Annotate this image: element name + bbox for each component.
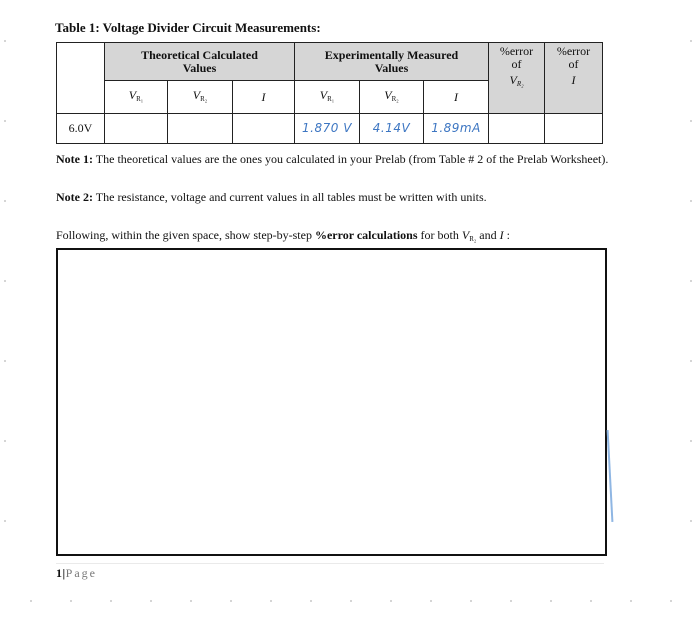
margin-dot bbox=[470, 600, 472, 602]
theo-vr1-header: $V_{R_1}$ bbox=[105, 81, 168, 114]
margin-dot bbox=[4, 120, 6, 122]
instruction-i-symbol: I bbox=[499, 228, 504, 242]
margin-dot bbox=[690, 440, 692, 442]
instruction-bold: %error calculations bbox=[314, 228, 418, 242]
margin-dot bbox=[4, 440, 6, 442]
margin-dot bbox=[30, 600, 32, 602]
table-title: Table 1: Voltage Divider Circuit Measurements: bbox=[55, 20, 321, 35]
measurements-table bbox=[56, 42, 603, 144]
margin-dot bbox=[690, 40, 692, 42]
error-i-line1: %error bbox=[556, 44, 591, 58]
instruction-suffix: for both bbox=[420, 228, 459, 242]
instruction: Following, within the given space, show step-by-step %error calculations for both $V_{R_2}$ and I : bbox=[56, 228, 510, 243]
margin-dot bbox=[630, 600, 632, 602]
instruction-prefix: Following, within the given space, show step-by-step bbox=[56, 228, 312, 242]
exp-vr2-cell[interactable]: 4.14V bbox=[360, 114, 424, 144]
margin-dot bbox=[590, 600, 592, 602]
note-1-label: Note 1: bbox=[56, 152, 93, 166]
error-i-cell[interactable] bbox=[545, 114, 603, 144]
page-word: Page bbox=[65, 566, 97, 580]
answer-box[interactable] bbox=[56, 248, 607, 556]
margin-dot bbox=[690, 280, 692, 282]
margin-dot bbox=[4, 280, 6, 282]
error-vr2-symbol: $V_{R_2}$ bbox=[509, 73, 524, 88]
margin-dot bbox=[690, 520, 692, 522]
margin-dot bbox=[390, 600, 392, 602]
page-footer bbox=[56, 566, 97, 581]
margin-dot bbox=[4, 520, 6, 522]
vs-value[interactable]: 6.0V bbox=[57, 114, 105, 144]
margin-dot bbox=[310, 600, 312, 602]
margin-dot bbox=[110, 600, 112, 602]
exp-vr1-cell[interactable]: 1.870 V bbox=[295, 114, 360, 144]
error-i-symbol: I bbox=[571, 73, 576, 87]
instruction-and: and bbox=[479, 228, 497, 242]
exp-i-header: I bbox=[424, 81, 489, 114]
theoretical-header: Theoretical Calculated Values bbox=[105, 43, 295, 81]
margin-dot bbox=[350, 600, 352, 602]
margin-dot bbox=[510, 600, 512, 602]
note-2-text: The resistance, voltage and current values in all tables must be written with units. bbox=[95, 190, 487, 204]
error-i-header bbox=[545, 43, 603, 114]
margin-dot bbox=[550, 600, 552, 602]
theo-vr2-header: $V_{R_2}$ bbox=[168, 81, 233, 114]
error-vr2-line1: %error bbox=[499, 44, 534, 58]
theo-vr1-cell[interactable] bbox=[105, 114, 168, 144]
margin-dot bbox=[190, 600, 192, 602]
instruction-v-symbol: V bbox=[461, 228, 470, 242]
margin-dot bbox=[430, 600, 432, 602]
margin-dot bbox=[4, 40, 6, 42]
margin-dot bbox=[690, 120, 692, 122]
margin-dot bbox=[670, 600, 672, 602]
theo-i-header: I bbox=[233, 81, 295, 114]
exp-vr2-header: $V_{R_2}$ bbox=[360, 81, 424, 114]
note-2 bbox=[56, 190, 616, 205]
note-1-text: The theoretical values are the ones you calculated in your Prelab (from Table # 2 of the Prelab Worksheet). bbox=[95, 152, 609, 166]
margin-dot bbox=[4, 360, 6, 362]
note-2-label: Note 2: bbox=[56, 190, 93, 204]
theo-vr2-cell[interactable] bbox=[168, 114, 233, 144]
header-row bbox=[57, 43, 603, 81]
pen-mark bbox=[607, 430, 614, 522]
page-separator: | bbox=[62, 566, 66, 580]
theo-i-cell[interactable] bbox=[233, 114, 295, 144]
margin-dot bbox=[690, 200, 692, 202]
instruction-end: : bbox=[506, 228, 510, 242]
page-number: 1 bbox=[56, 566, 63, 580]
exp-i-cell[interactable]: 1.89mA bbox=[424, 114, 489, 144]
exp-vr1-header: $V_{R_1}$ bbox=[295, 81, 360, 114]
margin-dot bbox=[4, 200, 6, 202]
error-i-line2: of bbox=[568, 57, 579, 71]
table-row bbox=[57, 114, 603, 144]
error-vr2-line2: of bbox=[511, 57, 522, 71]
margin-dot bbox=[230, 600, 232, 602]
error-vr2-cell[interactable] bbox=[489, 114, 545, 144]
margin-dot bbox=[70, 600, 72, 602]
footer-rule bbox=[56, 563, 604, 564]
error-vr2-header bbox=[489, 43, 545, 114]
experimental-header: Experimentally Measured Values bbox=[295, 43, 489, 81]
margin-dot bbox=[150, 600, 152, 602]
vs-header bbox=[57, 43, 105, 114]
margin-dot bbox=[690, 360, 692, 362]
margin-dot bbox=[270, 600, 272, 602]
note-1 bbox=[56, 152, 616, 167]
